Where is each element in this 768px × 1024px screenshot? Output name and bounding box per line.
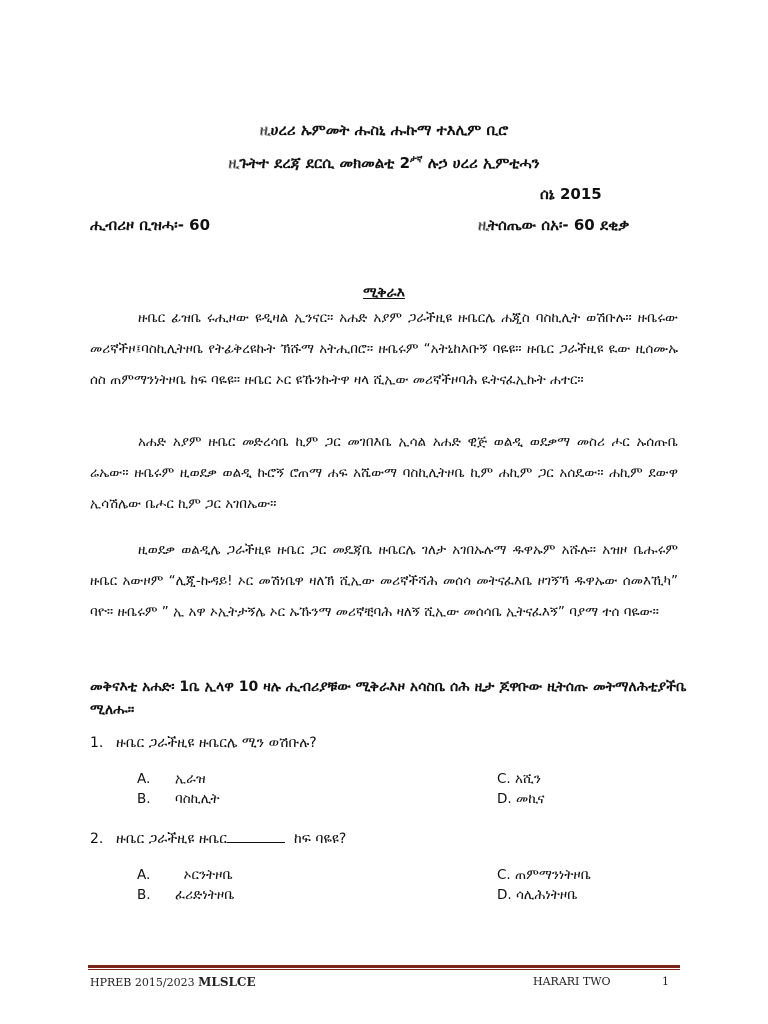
question-text: ዙቤር ጋራችዚዩ ዙቤር <box>116 831 228 847</box>
q1-option-a: A. ኢራዝ <box>137 771 206 787</box>
footer-left: HPREB 2015/2023 MLSLCE <box>90 975 256 989</box>
footer-rule-thin <box>88 969 680 970</box>
question-number: 2. <box>90 831 104 847</box>
q1-option-b: B. ባስኪሊት <box>137 791 220 807</box>
question-text: ዙቤር ጋራችዚዩ ዙቤርሌ ሚን ወሽቡሉ? <box>116 735 317 751</box>
section-instructions: መቅናእቲ አሐድ፡ 1ቤ ኢላዋ 10 ዛሉ ሒብሪያቹው ሚቅራእዞ አሳስቤ ሰሕ ዚታ ጆዋቡው ዚትሰጡ መትማለሕቲያችቤ ሚለሑ። <box>90 679 687 718</box>
q2-option-c: C. ጠምማንነትዞቤ <box>497 867 591 883</box>
footer-center: HARARI TWO <box>533 975 611 988</box>
q2-option-a: A. ኦርንትዞቤ <box>137 867 233 883</box>
exam-title-sup: ታኛ <box>410 155 423 165</box>
exam-title-pre: ዚጉትተ ደረጃ ደርሲ መክመልቲ 2 <box>228 154 411 172</box>
q2-option-d: D. ሳሊሕነትዞቤ <box>497 887 578 903</box>
question-1 <box>90 735 317 751</box>
answer-blank <box>227 830 285 843</box>
footer-rule <box>88 965 680 968</box>
page-number: 1 <box>662 975 669 988</box>
question-number: 1. <box>90 735 104 751</box>
question-2 <box>90 830 346 847</box>
passage-title: ሚቅራእ <box>363 285 405 301</box>
time-allowed: ዚትሰጤው ሰአ፡- 60 ደቂቃ <box>478 216 630 234</box>
exam-title-post: ሉኃ ሀረሪ ኢምቲሓን <box>422 154 540 172</box>
passage-paragraph-2: አሐድ አያም ዙቤር መድረሳቤ ኪም ጋር መገበእቤ ኢሳል አሐድ ዊጅ ወልዲ ወደቃማ መስሪ ሖር ኡሰጡቤ ሬኤው። ዙቤሩም ዚወደቃ ወልዲ ኩሮኝ ሮጠማ ሐፍ አሼውማ ባስኪሊትዞቤ ኪም ሐኪም ጋር አሰዴው። ሐኪም ደውዋ ኢሳሽሌው ቤሖር ኪም ጋር አገበኤው። <box>90 434 678 512</box>
exam-date: ሰኔ 2015 <box>540 185 602 203</box>
q1-option-d: D. መኪና <box>497 791 545 807</box>
total-questions: ሒብሪዞ ቢዝሓ፡- 60 <box>90 216 211 234</box>
passage-paragraph-3: ዚወደቃ ወልዲሌ ጋራችዚዩ ዙቤር ጋር መዴጃቤ ዙቤርሌ ገለታ አገበኡሉማ ዱዋኡም አሹሉ። አዝዞ ቤሑሩም ዙቤር አውዞም “ሊጂ-ኩዳይ! ኦር መሽነቤዋ ዛለኽ ሺኢው መሪኛችሻሕ መሰሳ መትናፈእቤ ዞገኝኻ ዱዋኡው ሰመእኺካ” ባዮ። ዙቤሩም ” ኢ አዋ ኦኢትታኝሌ ኦር ኡኹንማ መሪኛቺባሕ ዛለኝ ሺኢው መሰሳቤ ኢትናፈእኝ” ባያማ ተሰ ባዬው። <box>90 542 678 620</box>
bureau-heading: ዚሀረሪ ኡምመት ሑስኒ ሑኩማ ተእሊም ቢሮ <box>259 121 509 139</box>
passage-paragraph-1: ዙቤር ፊዝቤ ሩሒዞው ዩዲዛል ኢንናር። አሐድ አያም ጋራችዚዩ ዙቤርሌ ሐጂስ ባስኪሊት ወሽቡሉ። ዙቤሩው መሪኛችዞ፤ባስኪሊትዞቤ የትፊቅረዩኩት ኽሹማ አትሒበሮ። ዙቤሩም “አትኒከእቡኝ ባዬዩ። ዙቤር ጋራችዚዩ ዪው ዚሰሙኡ ሰስ ጠምማንነትዞቤ ከፍ ባዬዩ። ዙቤር ኦር ዩኹንኩትዋ ዛላ ሺኢው መሪኛችዞባሕ ዪትናፈኢኩት ሐተር። <box>90 310 678 388</box>
question-text-after: ከፍ ባዬዩ? <box>293 831 347 847</box>
q2-option-b: B. ፈሪድነትዞቤ <box>137 887 235 903</box>
q1-option-c: C. አሺን <box>497 771 542 787</box>
exam-title <box>0 154 768 172</box>
